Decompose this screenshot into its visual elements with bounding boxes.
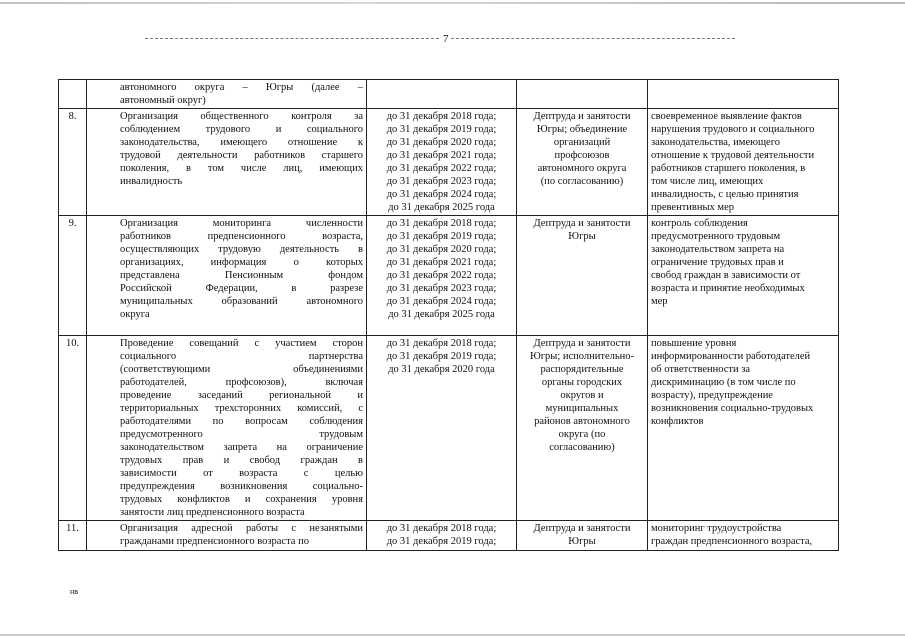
row-number: 10. xyxy=(59,336,87,521)
activity-name-line: социального партнерства xyxy=(120,351,363,362)
activity-name-line: Российской Федерации, в разрезе xyxy=(120,283,363,294)
deadline-dates xyxy=(367,521,517,551)
page-number: 7 xyxy=(443,33,449,45)
activity-name-line: автономный округ) xyxy=(120,95,206,106)
deadline-dates-line: до 31 декабря 2025 года xyxy=(388,202,495,213)
activity-name-line: территориальных трехсторонних комиссий, с xyxy=(120,403,363,414)
expected-result xyxy=(648,216,839,336)
activity-name xyxy=(87,336,367,521)
executor-line: Югры xyxy=(568,536,596,547)
activity-name-line: муниципальных образований автономного xyxy=(120,296,363,307)
deadline-dates xyxy=(367,109,517,216)
expected-result-line: работников старшего поколения, в xyxy=(651,163,806,174)
executor-line: Дептруда и занятости xyxy=(533,338,631,349)
expected-result-line: своевременное выявление фактов xyxy=(651,111,802,122)
activity-name-line: Организация мониторинга численности xyxy=(120,218,363,229)
expected-result-line: свобод граждан в зависимости от xyxy=(651,270,801,281)
expected-result-line: конфликтов xyxy=(651,416,704,427)
executor-line: согласованию) xyxy=(549,442,615,453)
expected-result-line: законодательством запрета на xyxy=(651,244,785,255)
deadline-dates xyxy=(367,216,517,336)
deadline-dates-line: до 31 декабря 2019 года; xyxy=(386,536,497,547)
executor-line: организаций xyxy=(553,137,611,148)
activity-name-line: гражданами предпенсионного возраста по xyxy=(120,536,309,547)
activity-name-line: законодательством запрета на ограничение xyxy=(120,442,363,453)
expected-result-line: превентивных мер xyxy=(651,202,734,213)
expected-result-line: повышение уровня xyxy=(651,338,737,349)
deadline-dates-line: до 31 декабря 2024 года; xyxy=(386,189,497,200)
deadline-dates xyxy=(367,80,517,109)
activity-name-line: работодателей, профсоюзов), включая xyxy=(120,377,363,388)
activity-name-line: проведение заседаний региональной и xyxy=(120,390,363,401)
deadline-dates-line: до 31 декабря 2020 года xyxy=(388,364,495,375)
activity-name xyxy=(87,521,367,551)
row-number xyxy=(59,80,87,109)
expected-result-line: том числе лиц, имеющих xyxy=(651,176,764,187)
activity-name-line: трудовых прав и свобод граждан в xyxy=(120,455,363,466)
deadline-dates-line: до 31 декабря 2022 года; xyxy=(386,270,497,281)
executor-line: Дептруда и занятости xyxy=(533,218,631,229)
expected-result-line: возникновения социально-трудовых xyxy=(651,403,814,414)
executor xyxy=(517,521,648,551)
deadline-dates-line: до 31 декабря 2023 года; xyxy=(386,176,497,187)
executor-line: Югры; исполнительно- xyxy=(529,351,635,362)
executor-line: автономного округа xyxy=(537,163,627,174)
executor-line: (по согласованию) xyxy=(540,176,624,187)
expected-result-line: дискриминацию (в том числе по xyxy=(651,377,796,388)
activity-name-line: зависимости от возраста с целью xyxy=(120,468,363,479)
deadline-dates-line: до 31 декабря 2021 года; xyxy=(386,257,497,268)
deadline-dates-line: до 31 декабря 2020 года; xyxy=(386,137,497,148)
deadline-dates-line: до 31 декабря 2018 года; xyxy=(386,111,497,122)
footer-mark: нв xyxy=(70,587,79,596)
executor-line: районов автономного xyxy=(534,416,630,427)
activity-name-line: представлена Пенсионным фондом xyxy=(120,270,363,281)
deadline-dates-line: до 31 декабря 2022 года; xyxy=(386,163,497,174)
deadline-dates xyxy=(367,336,517,521)
expected-result-line: возраста и принятие необходимых xyxy=(651,283,805,294)
executor-line: муниципальных xyxy=(545,403,619,414)
activity-name-line: поколения, в том числе лиц, имеющих xyxy=(120,163,363,174)
plan-table xyxy=(58,79,839,551)
executor-line: Югры; объединение xyxy=(536,124,628,135)
activity-name-line: инвалидность xyxy=(120,176,183,187)
executor xyxy=(517,216,648,336)
row-number: 9. xyxy=(59,216,87,336)
activity-name-line: осуществляющих трудовую деятельность в xyxy=(120,244,363,255)
executor-line: органы городских xyxy=(541,377,623,388)
activity-name-line: занятости лиц предпенсионного возраста xyxy=(120,507,305,518)
table-row xyxy=(59,109,839,216)
table-row xyxy=(59,80,839,109)
table-row xyxy=(59,336,839,521)
expected-result-line: отношение к трудовой деятельности xyxy=(651,150,815,161)
deadline-dates-line: до 31 декабря 2019 года; xyxy=(386,124,497,135)
activity-name-line: округа xyxy=(120,309,150,320)
activity-name xyxy=(87,80,367,109)
executor-line: округов и xyxy=(560,390,604,401)
deadline-dates-line: до 31 декабря 2019 года; xyxy=(386,231,497,242)
expected-result-line: ограничение трудовых прав и xyxy=(651,257,784,268)
activity-name xyxy=(87,109,367,216)
activity-name-line: соблюдением трудового и социального xyxy=(120,124,363,135)
activity-name-line: Организация адресной работы с незанятыми xyxy=(120,523,363,534)
deadline-dates-line: до 31 декабря 2019 года; xyxy=(386,351,497,362)
executor-line: округа (по xyxy=(558,429,606,440)
table-row xyxy=(59,521,839,551)
activity-name xyxy=(87,216,367,336)
activity-name-line: (соответствующими объединениями xyxy=(120,364,363,375)
expected-result-line: граждан предпенсионного возраста, xyxy=(651,536,813,547)
expected-result-line: контроль соблюдения xyxy=(651,218,748,229)
executor-line: Югры xyxy=(568,231,596,242)
scan-top-edge xyxy=(0,2,905,4)
activity-name-line: работников предпенсионного возраста, xyxy=(120,231,363,242)
activity-name-line: предупреждения возникновения социально- xyxy=(120,481,363,492)
deadline-dates-line: до 31 декабря 2020 года; xyxy=(386,244,497,255)
expected-result-line: информированности работодателей xyxy=(651,351,811,362)
activity-name-line: предусмотренного трудовым xyxy=(120,429,363,440)
executor-line: Дептруда и занятости xyxy=(533,523,631,534)
expected-result xyxy=(648,80,839,109)
activity-name-line: автономного округа – Югры (далее – xyxy=(120,82,363,93)
table-row xyxy=(59,216,839,336)
expected-result-line: возрасту), предупреждение xyxy=(651,390,773,401)
expected-result-line: предусмотренного трудовым xyxy=(651,231,781,242)
executor-line: распорядительные xyxy=(540,364,624,375)
expected-result xyxy=(648,336,839,521)
row-number: 8. xyxy=(59,109,87,216)
deadline-dates-line: до 31 декабря 2024 года; xyxy=(386,296,497,307)
executor xyxy=(517,336,648,521)
deadline-dates-line: до 31 декабря 2023 года; xyxy=(386,283,497,294)
deadline-dates-line: до 31 декабря 2018 года; xyxy=(386,523,497,534)
row-number: 11. xyxy=(59,521,87,551)
expected-result-line: мер xyxy=(651,296,668,307)
expected-result-line: законодательства, имеющего xyxy=(651,137,780,148)
deadline-dates-line: до 31 декабря 2018 года; xyxy=(386,338,497,349)
executor-line: профсоюзов xyxy=(554,150,610,161)
deadline-dates-line: до 31 декабря 2018 года; xyxy=(386,218,497,229)
activity-name-line: трудовой деятельности работников старшего xyxy=(120,150,363,161)
activity-name-line: трудовых конфликтов и сохранения уровня xyxy=(120,494,363,505)
executor xyxy=(517,109,648,216)
deadline-dates-line: до 31 декабря 2021 года; xyxy=(386,150,497,161)
activity-name-line: работодателями по вопросам соблюдения xyxy=(120,416,363,427)
activity-name-line: Организация общественного контроля за xyxy=(120,111,363,122)
expected-result xyxy=(648,521,839,551)
executor-line: Дептруда и занятости xyxy=(533,111,631,122)
activity-name-line: Проведение совещаний с участием сторон xyxy=(120,338,363,349)
expected-result-line: нарушения трудового и социального xyxy=(651,124,815,135)
executor xyxy=(517,80,648,109)
expected-result-line: об ответственности за xyxy=(651,364,751,375)
activity-name-line: законодательства, имеющего отношение к xyxy=(120,137,363,148)
expected-result-line: инвалидность, с целью принятия xyxy=(651,189,799,200)
activity-name-line: организациях, информация о которых xyxy=(120,257,363,268)
expected-result xyxy=(648,109,839,216)
header-dash-line xyxy=(145,38,735,39)
deadline-dates-line: до 31 декабря 2025 года xyxy=(388,309,495,320)
expected-result-line: мониторинг трудоустройства xyxy=(651,523,782,534)
scan-bottom-edge xyxy=(0,634,905,636)
